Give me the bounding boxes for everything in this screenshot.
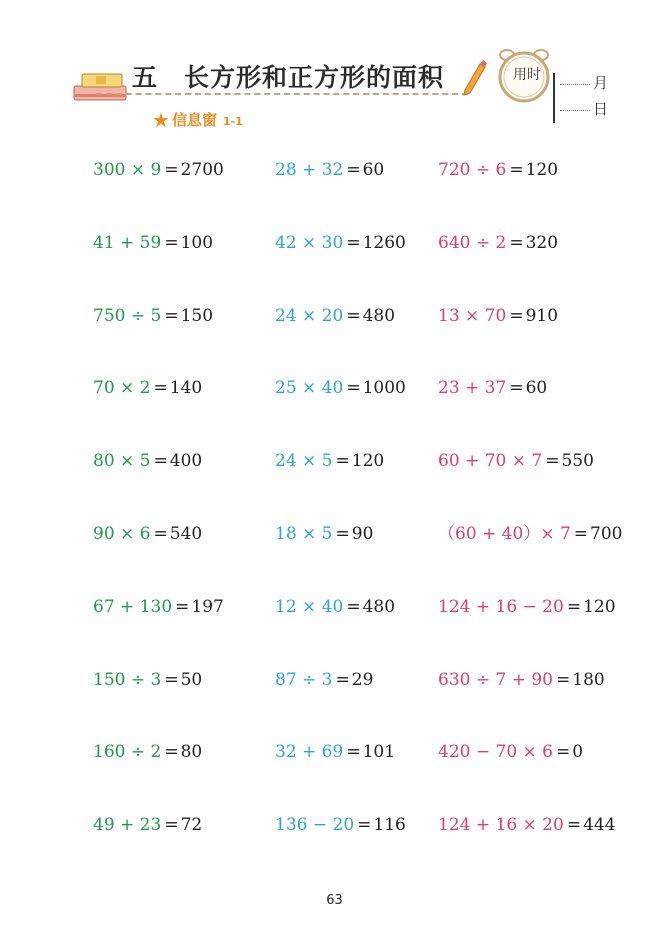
equals-sign: = <box>509 378 524 398</box>
equation-answer: 90 <box>351 524 374 544</box>
equation <box>93 233 213 253</box>
equation-expression: 630 ÷ 7 + 90 <box>438 670 553 690</box>
date-divider <box>553 73 555 123</box>
equation-answer: 150 <box>180 306 214 326</box>
equation-expression: （60 + 40）× 7 <box>438 524 571 544</box>
equation <box>275 306 395 326</box>
equals-sign: = <box>164 160 179 180</box>
equation-expression: 640 ÷ 2 <box>438 233 507 253</box>
equals-sign: = <box>509 160 524 180</box>
equation-expression: 750 ÷ 5 <box>93 306 162 326</box>
equals-sign: = <box>335 670 350 690</box>
equation-expression: 90 × 6 <box>93 524 151 544</box>
equals-sign: = <box>346 378 361 398</box>
equation-answer: 120 <box>583 597 616 617</box>
equation-expression: 67 + 130 <box>93 597 173 617</box>
equation <box>93 378 202 398</box>
equation <box>438 378 547 398</box>
equation-answer: 480 <box>362 306 396 326</box>
equation <box>438 670 605 690</box>
equation-expression: 24 × 5 <box>275 451 333 471</box>
equation-answer: 140 <box>169 378 203 398</box>
section-heading: ★ 信息窗 1-1 <box>152 108 243 132</box>
equation-answer: 910 <box>525 306 559 326</box>
equation-answer: 60 <box>362 160 385 180</box>
equation-expression: 420 − 70 × 6 <box>438 742 553 762</box>
books-icon <box>72 70 132 106</box>
equation-expression: 720 ÷ 6 <box>438 160 507 180</box>
star-icon: ★ <box>152 108 170 132</box>
equation-answer: 180 <box>572 670 605 690</box>
equation <box>275 160 384 180</box>
day-field: 日 <box>560 98 608 119</box>
equation <box>438 160 558 180</box>
equation-expression: 80 × 5 <box>93 451 151 471</box>
equation-answer: 1260 <box>362 233 406 253</box>
equation-answer: 540 <box>169 524 203 544</box>
equals-sign: = <box>164 742 179 762</box>
equation <box>275 815 406 835</box>
equals-sign: = <box>509 306 524 326</box>
equals-sign: = <box>335 524 350 544</box>
equation-expression: 23 + 37 <box>438 378 507 398</box>
equation-expression: 25 × 40 <box>275 378 344 398</box>
equals-sign: = <box>566 597 582 617</box>
equation-answer: 120 <box>525 160 559 180</box>
equation-answer: 2700 <box>180 160 224 180</box>
equation <box>275 233 406 253</box>
equals-sign: = <box>556 670 571 690</box>
equation-answer: 320 <box>525 233 559 253</box>
equation-expression: 124 + 16 − 20 <box>438 597 564 617</box>
equation <box>438 524 622 544</box>
equals-sign: = <box>153 378 168 398</box>
equation <box>93 524 202 544</box>
equation-expression: 41 + 59 <box>93 233 162 253</box>
equation-answer: 50 <box>180 670 203 690</box>
equation <box>93 597 224 617</box>
equation-answer: 60 <box>525 378 548 398</box>
equation <box>275 451 384 471</box>
equation-expression: 18 × 5 <box>275 524 333 544</box>
equation-answer: 700 <box>590 524 623 544</box>
equation-expression: 49 + 23 <box>93 815 162 835</box>
equation <box>93 160 224 180</box>
equals-sign: = <box>346 306 361 326</box>
equation-expression: 60 + 70 × 7 <box>438 451 543 471</box>
equation-expression: 24 × 20 <box>275 306 344 326</box>
equation-expression: 124 + 16 × 20 <box>438 815 564 835</box>
equation-answer: 29 <box>351 670 374 690</box>
page-header <box>0 0 669 140</box>
equation <box>93 306 213 326</box>
equation <box>438 597 616 617</box>
chapter-number: 五 <box>132 63 159 92</box>
equals-sign: = <box>153 524 168 544</box>
equation-expression: 136 − 20 <box>275 815 355 835</box>
equation-expression: 32 + 69 <box>275 742 344 762</box>
equation-expression: 300 × 9 <box>93 160 162 180</box>
equation <box>93 742 202 762</box>
chapter-title <box>132 58 444 94</box>
equation <box>93 815 202 835</box>
equation-answer: 101 <box>362 742 396 762</box>
equation-answer: 116 <box>373 815 406 835</box>
equals-sign: = <box>346 597 361 617</box>
equals-sign: = <box>357 815 372 835</box>
pencil-icon <box>462 60 488 96</box>
equation <box>275 742 395 762</box>
equation <box>93 670 202 690</box>
equals-sign: = <box>164 670 179 690</box>
equation-answer: 0 <box>572 742 584 762</box>
equals-sign: = <box>556 742 571 762</box>
equation <box>438 451 594 471</box>
equation-expression: 42 × 30 <box>275 233 344 253</box>
title-underline <box>96 93 468 95</box>
equals-sign: = <box>335 451 350 471</box>
equation <box>438 306 558 326</box>
equation-expression: 28 + 32 <box>275 160 344 180</box>
equals-sign: = <box>346 742 361 762</box>
equation <box>275 670 373 690</box>
equation-answer: 72 <box>180 815 203 835</box>
chapter-name: 长方形和正方形的面积 <box>184 63 445 92</box>
equation <box>438 742 583 762</box>
equation-answer: 100 <box>180 233 214 253</box>
clock-label: 用时 <box>513 67 541 83</box>
equals-sign: = <box>164 233 179 253</box>
equation-answer: 444 <box>583 815 616 835</box>
equals-sign: = <box>509 233 524 253</box>
equation <box>93 451 202 471</box>
page-number: 63 <box>326 893 343 908</box>
equation <box>438 815 616 835</box>
equals-sign: = <box>545 451 560 471</box>
equation-expression: 12 × 40 <box>275 597 344 617</box>
equation-expression: 70 × 2 <box>93 378 151 398</box>
equals-sign: = <box>175 597 190 617</box>
equation <box>438 233 558 253</box>
equation-answer: 480 <box>362 597 396 617</box>
equation <box>275 524 373 544</box>
equation-answer: 120 <box>351 451 385 471</box>
month-field: 月 <box>560 72 608 93</box>
equation-expression: 160 ÷ 2 <box>93 742 162 762</box>
equals-sign: = <box>346 233 361 253</box>
equals-sign: = <box>153 451 168 471</box>
equation-answer: 1000 <box>362 378 406 398</box>
equation-answer: 197 <box>191 597 224 617</box>
equals-sign: = <box>573 524 589 544</box>
equation-answer: 550 <box>561 451 594 471</box>
equation-answer: 400 <box>169 451 203 471</box>
equation-expression: 150 ÷ 3 <box>93 670 162 690</box>
equals-sign: = <box>164 306 179 326</box>
equals-sign: = <box>164 815 179 835</box>
equation-expression: 13 × 70 <box>438 306 507 326</box>
equals-sign: = <box>346 160 361 180</box>
equals-sign: = <box>566 815 582 835</box>
equation-expression: 87 ÷ 3 <box>275 670 333 690</box>
equation-answer: 80 <box>180 742 203 762</box>
equation <box>275 378 406 398</box>
equation <box>275 597 395 617</box>
